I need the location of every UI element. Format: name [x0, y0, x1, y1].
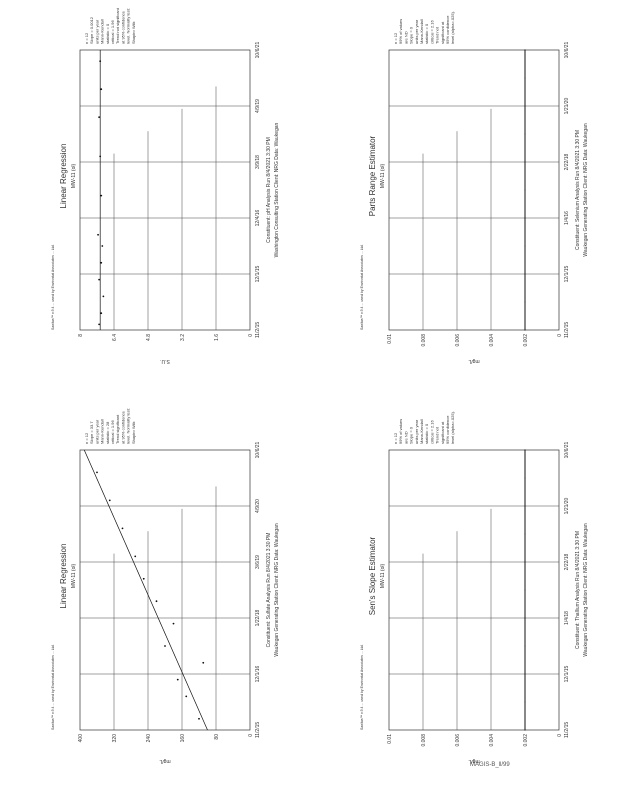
legend-line: n = 12 — [393, 32, 398, 44]
y-tick-label: 0.004 — [489, 734, 495, 747]
y-tick-label: 0 — [557, 734, 563, 737]
legend-line: Trend not significant — [115, 8, 121, 44]
chart-footer-1: Constituent: Selenium Analysis Run 8/4/2021 3:30 PM — [575, 129, 581, 251]
chart-subtitle: MW-11 (ol) — [380, 163, 386, 189]
y-tick-label: 0 — [248, 734, 254, 737]
legend-line: statistic = 28 — [104, 421, 110, 444]
y-tick-label: 3.2 — [180, 334, 186, 341]
y-tick-label: 0.008 — [421, 334, 427, 347]
x-tick-label: 2/22/18 — [564, 553, 570, 571]
chart-footer-1: Constituent: Sulfate Analysis Run 8/4/2021 3:30 PM — [266, 532, 272, 648]
chart-title: Sen's Slope Estimator — [368, 536, 377, 616]
data-point — [97, 234, 99, 236]
chart-group — [360, 411, 589, 764]
y-tick-label: 0.008 — [421, 734, 427, 747]
data-point — [524, 301, 525, 302]
data-point — [524, 617, 525, 618]
chart-subtitle: MW-11 (ol) — [71, 163, 77, 189]
data-point — [524, 645, 525, 646]
legend-line: critical = 2.16 — [429, 420, 435, 444]
x-tick-label: 11/2/15 — [255, 321, 261, 339]
chart-header: Sanitas™ v.9.4 ... used by Envirostat Associates ... Ltd. — [360, 644, 364, 730]
data-point — [202, 662, 204, 664]
x-tick-label: 10/6/21 — [564, 441, 570, 459]
data-point — [177, 679, 179, 681]
data-point — [109, 500, 111, 502]
y-tick-label: 0 — [248, 334, 254, 337]
data-point — [100, 195, 102, 197]
data-point — [524, 273, 525, 274]
trend-line — [84, 450, 207, 730]
data-point — [134, 556, 136, 558]
data-point — [99, 155, 101, 157]
data-point — [98, 279, 100, 281]
data-point — [100, 312, 102, 314]
x-tick-label: 12/1/15 — [564, 665, 570, 683]
legend-line: Slope = 33.7 — [89, 421, 95, 444]
chart-bottom-left — [0, 400, 309, 805]
legend-line: Mann-Kendall — [419, 19, 424, 44]
legend-line: 99% of values — [398, 18, 404, 44]
legend-line: critical = 1.96 — [110, 20, 115, 44]
x-tick-label: 4/9/19 — [255, 99, 261, 113]
legend-line: units per year — [413, 419, 419, 444]
chart-bottom-right — [309, 400, 618, 805]
data-point — [100, 262, 102, 264]
data-point — [524, 329, 525, 330]
x-tick-label: 11/2/15 — [564, 321, 570, 339]
chart-svg-tr — [309, 0, 618, 400]
data-point — [524, 449, 525, 450]
legend-line: Slope = 0.0012 — [89, 16, 95, 44]
x-tick-label: 1/4/16 — [564, 211, 570, 225]
data-point — [101, 245, 103, 247]
data-point — [524, 505, 525, 506]
legend-line: level. Normality test: — [125, 407, 131, 444]
chart-footer-2: Washington Consulting Station Client: NRG Data: Waukegan — [274, 122, 280, 258]
legend-line: n = 12 — [84, 32, 89, 44]
footer-id: MAGIS-B_ll/99 — [470, 762, 510, 768]
data-point — [98, 116, 100, 118]
y-tick-label: 0 — [557, 334, 563, 337]
data-point — [524, 161, 525, 162]
legend-line: Mann-Kendall — [419, 419, 424, 444]
data-point — [102, 296, 104, 298]
data-point — [100, 88, 102, 90]
legend-line: units per year — [94, 19, 100, 44]
x-tick-label: 11/2/15 — [255, 721, 261, 739]
legend-line: are ND — [403, 431, 409, 444]
data-point — [524, 477, 525, 478]
data-point — [143, 578, 145, 580]
chart-title: Linear Regression — [59, 143, 68, 209]
x-tick-label: 12/1/15 — [564, 265, 570, 283]
data-point — [524, 673, 525, 674]
data-point — [164, 645, 166, 647]
data-point — [524, 77, 525, 78]
chart-top-left — [0, 0, 309, 405]
data-point — [524, 561, 525, 562]
legend-line: units per year — [94, 419, 100, 444]
data-point — [524, 589, 525, 590]
plot-frame — [389, 450, 559, 730]
legend-line: level (alpha=.025). — [450, 10, 456, 44]
data-point — [524, 105, 525, 106]
legend-line: Slope = 0 — [408, 26, 414, 44]
legend-line: level. Normality test: — [125, 7, 131, 44]
y-tick-label: 1.6 — [214, 334, 220, 341]
x-tick-label: 1/21/20 — [564, 497, 570, 515]
data-point — [156, 600, 158, 602]
data-point — [122, 528, 124, 530]
chart-header: Sanitas™ v.9.4 ... used by Envirostat Associates ... Ltd. — [51, 244, 55, 330]
legend-line: 95% confidence — [445, 415, 450, 444]
legend-line: Trend not — [434, 27, 440, 44]
y-tick-label: 160 — [180, 734, 186, 743]
legend-line: statistic = 0 — [104, 23, 110, 44]
legend-line: at 95% confidence — [120, 11, 126, 44]
data-point — [524, 217, 525, 218]
legend-line: n = 12 — [393, 432, 398, 444]
data-point — [524, 189, 525, 190]
y-tick-label: 0.006 — [455, 734, 461, 747]
chart-title: Parts Range Estimator — [368, 135, 377, 217]
y-tick-label: 320 — [112, 734, 118, 743]
plot-frame — [80, 450, 250, 730]
plot-frame — [389, 50, 559, 330]
y-tick-label: 400 — [78, 734, 84, 743]
y-tick-label: 0.002 — [523, 734, 529, 747]
data-point — [98, 324, 100, 326]
legend-line: statistic = 0 — [424, 423, 430, 444]
y-axis-label: mg/L — [468, 358, 480, 364]
legend-line: Trend significant — [115, 414, 121, 444]
legend-line: Mann-Kendall — [99, 419, 105, 444]
x-tick-label: 10/6/21 — [564, 41, 570, 59]
legend-line: Mann-Kendall — [99, 19, 105, 44]
legend-line: level (alpha=.025). — [450, 410, 456, 444]
x-tick-label: 3/9/18 — [255, 155, 261, 169]
y-tick-label: 0.004 — [489, 334, 495, 347]
legend-line: critical = 1.96 — [110, 420, 115, 444]
y-axis-label: mg/L — [159, 758, 171, 764]
data-point — [173, 623, 175, 625]
y-axis-label: mg/L — [468, 758, 480, 764]
x-tick-label: 10/6/21 — [255, 441, 261, 459]
chart-header: Sanitas™ v.9.4 ... used by Envirostat Associates ... Ltd. — [360, 244, 364, 330]
chart-subtitle: MW-11 (ol) — [380, 563, 386, 589]
legend-line: Shapiro Wilk — [130, 21, 136, 44]
x-tick-label: 1/21/20 — [564, 97, 570, 115]
legend-line: are ND — [403, 31, 409, 44]
y-tick-label: 0.01 — [387, 334, 393, 344]
chart-footer-2: Waukegan Generating Station Client: NRG Data: Waukegan — [583, 523, 589, 657]
data-point — [524, 133, 525, 134]
data-point — [524, 49, 525, 50]
data-point — [524, 701, 525, 702]
x-tick-label: 1/22/18 — [255, 609, 261, 627]
x-tick-label: 1/4/18 — [564, 611, 570, 625]
chart-footer-1: Constituent: Thallium Analysis Run 8/4/2021 3:30 PM — [575, 530, 581, 650]
chart-top-right — [309, 0, 618, 405]
x-tick-label: 11/2/15 — [564, 721, 570, 739]
legend-line: at 95% confidence — [120, 411, 126, 444]
y-tick-label: 0.006 — [455, 334, 461, 347]
legend-line: Trend not — [434, 427, 440, 444]
y-tick-label: 0.002 — [523, 334, 529, 347]
x-tick-label: 12/1/16 — [255, 665, 261, 683]
y-tick-label: 8 — [78, 334, 84, 337]
chart-header: Sanitas™ v.9.4 ... used by Envirostat Associates ... Ltd. — [51, 644, 55, 730]
data-point — [524, 729, 525, 730]
chart-footer-2: Waukegan Generating Station Client: NRG Data: Waukegan — [274, 523, 280, 657]
data-point — [198, 718, 200, 720]
chart-svg-bl — [0, 400, 309, 800]
chart-group — [51, 408, 280, 764]
x-tick-label: 2/22/18 — [564, 153, 570, 171]
legend-line: units per year — [413, 19, 419, 44]
legend-line: 99% of values — [398, 418, 404, 444]
y-tick-label: 80 — [214, 734, 220, 740]
legend-line: significant at — [439, 421, 445, 444]
x-tick-label: 12/1/15 — [255, 265, 261, 283]
chart-group — [360, 11, 589, 364]
y-axis-label: S.U. — [160, 358, 170, 364]
x-tick-label: 10/6/21 — [255, 41, 261, 59]
legend-line: statistic = 0 — [424, 23, 430, 44]
legend-line: critical = 2.16 — [429, 20, 435, 44]
legend-line: significant at — [439, 21, 445, 44]
chart-svg-tl — [0, 0, 309, 400]
data-point — [524, 245, 525, 246]
x-tick-label: 3/6/19 — [255, 555, 261, 569]
chart-footer-1: Constituent: pH Analysis Run 8/4/2021 3:30 PM — [266, 137, 272, 243]
plot-frame — [80, 50, 250, 330]
y-tick-label: 0.01 — [387, 734, 393, 744]
x-tick-label: 4/9/20 — [255, 499, 261, 513]
data-point — [99, 60, 101, 62]
legend-line: Slope = 0 — [408, 426, 414, 444]
chart-svg-br — [309, 400, 618, 800]
legend-line: Shapiro Wilk — [130, 421, 136, 444]
y-tick-label: 4.8 — [146, 334, 152, 341]
chart-subtitle: MW-11 (ol) — [71, 563, 77, 589]
legend-line: n = 12 — [84, 432, 89, 444]
x-tick-label: 12/4/16 — [255, 209, 261, 227]
data-point — [524, 533, 525, 534]
chart-footer-2: Waukegan Generating Station Client: NRG Data: Waukegan — [583, 123, 589, 257]
y-tick-label: 240 — [146, 734, 152, 743]
y-tick-label: 6.4 — [112, 334, 118, 341]
data-point — [185, 696, 187, 698]
legend-line: 95% confidence — [445, 15, 450, 44]
data-point — [96, 472, 98, 474]
chart-title: Linear Regression — [59, 543, 68, 609]
chart-group — [51, 7, 280, 364]
